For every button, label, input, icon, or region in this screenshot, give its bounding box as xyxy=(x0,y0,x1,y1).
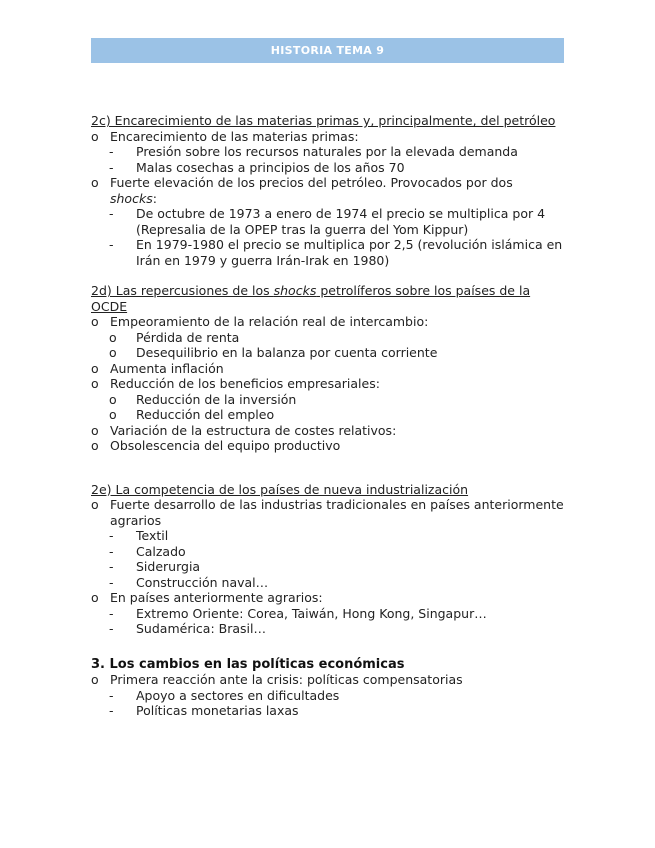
section-3-heading: 3. Los cambios en las políticas económicas xyxy=(91,656,405,672)
header-title: HISTORIA TEMA 9 xyxy=(270,44,385,57)
list-item: o En países anteriormente agrarios: xyxy=(91,590,323,605)
document-body xyxy=(91,113,566,719)
section-2e-heading: 2e) La competencia de los países de nueva industrialización xyxy=(91,481,469,497)
list-item: - Sudamérica: Brasil… xyxy=(109,621,266,636)
list-item-continuation: shocks: xyxy=(110,190,157,206)
list-item: o Variación de la estructura de costes relativos: xyxy=(91,422,397,438)
list-item: o Obsolescencia del equipo productivo xyxy=(91,438,341,453)
list-item: o Reducción del empleo xyxy=(109,407,275,422)
list-item: o Pérdida de renta xyxy=(109,329,240,345)
list-item: - Siderurgia xyxy=(109,559,201,574)
list-item: o Fuerte desarrollo de las industrias tradicionales en países anteriormente agrarios xyxy=(91,497,564,528)
list-item: - Construcción naval… xyxy=(109,574,269,590)
list-item: - Calzado xyxy=(109,543,186,559)
list-item: o Empeoramiento de la relación real de intercambio: xyxy=(91,314,429,329)
list-item: - Políticas monetarias laxas xyxy=(109,703,299,718)
page-header xyxy=(91,38,564,63)
list-item: o Aumenta inflación xyxy=(91,360,224,376)
list-item: - Malas cosechas a principios de los años 70 xyxy=(109,159,405,175)
list-item: - En 1979-1980 el precio se multiplica por 2,5 (revolución islámica en Irán en 1979 y guerra Irán-Irak en 1980) xyxy=(109,237,563,268)
list-item: o Encarecimiento de las materias primas: xyxy=(91,128,359,144)
list-item: - De octubre de 1973 a enero de 1974 el precio se multiplica por 4 (Represalia de la OPEP tras la guerra del Yom Kippur) xyxy=(109,206,546,237)
list-item: - Apoyo a sectores en dificultades xyxy=(109,687,340,703)
list-item: - Extremo Oriente: Corea, Taiwán, Hong Kong, Singapur… xyxy=(109,605,487,621)
list-item: o Primera reacción ante la crisis: políticas compensatorias xyxy=(91,672,463,687)
section-2d-heading: 2d) Las repercusiones de los shocks petrolíferos sobre los países de la OCDE xyxy=(91,283,531,314)
list-item: - Textil xyxy=(109,528,169,543)
section-2c-heading: 2c) Encarecimiento de las materias primas y, principalmente, del petróleo xyxy=(91,113,556,128)
list-item: o Reducción de la inversión xyxy=(109,391,297,407)
list-item: o Reducción de los beneficios empresariales: xyxy=(91,376,380,391)
list-item: o Desequilibrio en la balanza por cuenta corriente xyxy=(109,345,438,360)
list-item: - Presión sobre los recursos naturales por la elevada demanda xyxy=(109,144,518,159)
list-item: o Fuerte elevación de los precios del petróleo. Provocados por dos xyxy=(91,175,513,190)
